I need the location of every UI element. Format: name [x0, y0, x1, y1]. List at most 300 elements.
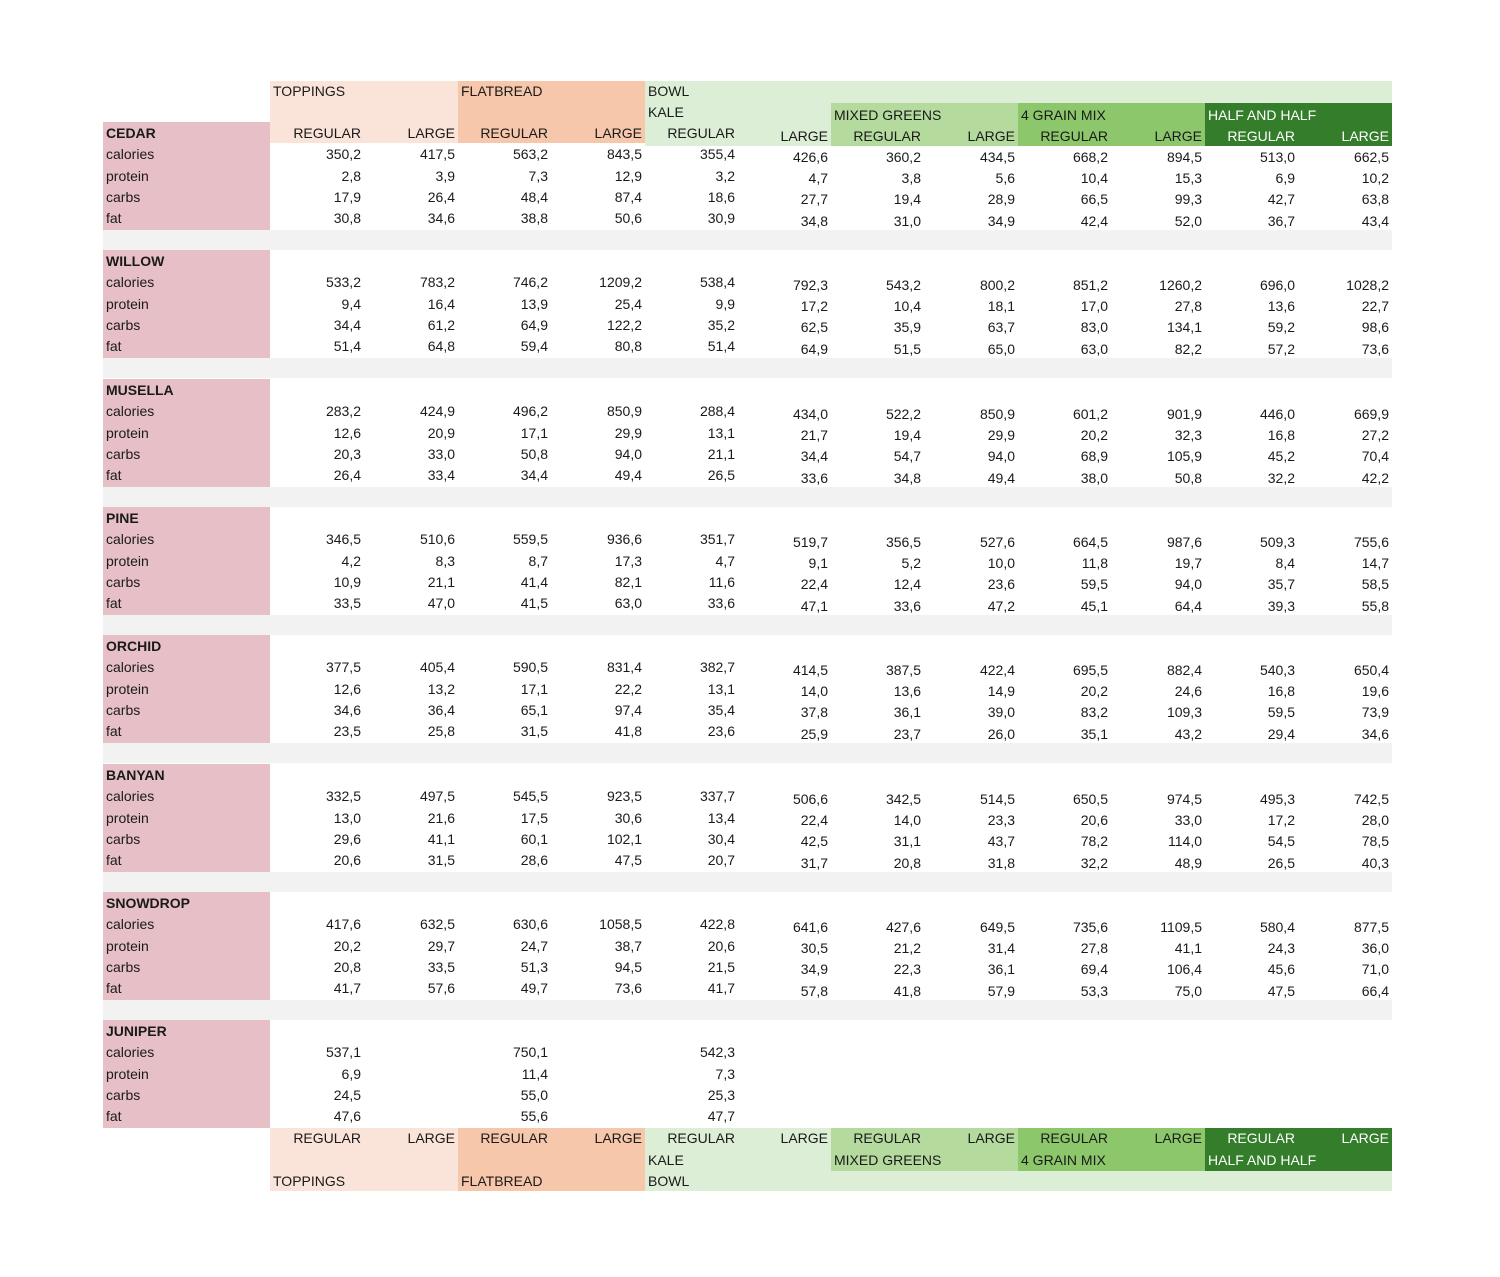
value-cell: 41,1 — [1174, 940, 1202, 957]
value-cell: 97,4 — [614, 701, 642, 718]
value-cell: 87,4 — [614, 188, 642, 205]
value-cell: 19,4 — [893, 191, 921, 208]
value-cell: 662,5 — [1353, 148, 1389, 165]
toppings-group-label: TOPPINGS — [273, 83, 346, 99]
value-cell: 43,2 — [1174, 725, 1202, 742]
value-cell: 50,8 — [520, 445, 548, 462]
value-cell: 669,9 — [1353, 405, 1389, 422]
value-cell: 495,3 — [1259, 790, 1295, 807]
value-cell: 792,3 — [792, 276, 828, 293]
value-cell: 974,5 — [1166, 790, 1202, 807]
metric-label: carbs — [106, 701, 141, 718]
value-cell: 288,4 — [699, 403, 735, 420]
value-cell: 61,2 — [427, 316, 455, 333]
value-cell: 506,6 — [792, 790, 828, 807]
value-cell: 45,2 — [1267, 448, 1295, 465]
value-cell: 8,3 — [435, 552, 455, 569]
value-cell: 831,4 — [606, 659, 642, 676]
metric-label: protein — [106, 680, 149, 697]
value-cell: 4,7 — [715, 552, 735, 569]
value-cell: 64,9 — [800, 340, 828, 357]
value-cell: 13,9 — [520, 295, 548, 312]
block-separator — [103, 872, 1392, 892]
value-cell: 7,3 — [528, 167, 548, 184]
value-cell: 417,5 — [419, 146, 455, 163]
value-cell: 30,8 — [333, 210, 361, 227]
value-cell: 36,4 — [427, 701, 455, 718]
value-cell: 14,7 — [1361, 555, 1389, 572]
value-cell: 12,6 — [333, 680, 361, 697]
value-cell: 537,1 — [325, 1044, 361, 1061]
toppings-footer-label: TOPPINGS — [273, 1173, 346, 1189]
value-cell: 66,4 — [1361, 982, 1389, 999]
value-cell: 82,1 — [614, 573, 642, 590]
value-cell: 31,1 — [893, 833, 921, 850]
value-cell: 17,9 — [333, 188, 361, 205]
value-cell: 83,0 — [1080, 319, 1108, 336]
value-cell: 59,5 — [1080, 576, 1108, 593]
value-cell: 47,0 — [427, 595, 455, 612]
half-and-half-footer-label: HALF AND HALF — [1208, 1152, 1317, 1168]
value-cell: 41,5 — [520, 595, 548, 612]
value-cell: 69,4 — [1080, 961, 1108, 978]
value-cell: 42,7 — [1267, 191, 1295, 208]
regular-size-footer: REGULAR — [667, 1130, 735, 1146]
value-cell: 27,2 — [1361, 427, 1389, 444]
metric-label: calories — [106, 274, 155, 291]
value-cell: 33,5 — [333, 595, 361, 612]
value-cell: 99,3 — [1174, 191, 1202, 208]
bowl-header-bg — [645, 81, 1392, 103]
value-cell: 26,0 — [987, 725, 1015, 742]
value-cell: 4,2 — [341, 552, 361, 569]
value-cell: 936,6 — [606, 531, 642, 548]
value-cell: 29,4 — [1267, 725, 1295, 742]
value-cell: 19,4 — [893, 427, 921, 444]
value-cell: 42,4 — [1080, 212, 1108, 229]
value-cell: 850,9 — [606, 403, 642, 420]
value-cell: 64,9 — [520, 316, 548, 333]
value-cell: 7,3 — [715, 1065, 735, 1082]
value-cell: 23,6 — [987, 576, 1015, 593]
kale-group-label: KALE — [648, 104, 684, 120]
value-cell: 62,5 — [800, 319, 828, 336]
value-cell: 33,6 — [893, 597, 921, 614]
value-cell: 34,4 — [800, 448, 828, 465]
value-cell: 13,2 — [427, 680, 455, 697]
value-cell: 73,9 — [1361, 704, 1389, 721]
metric-label: carbs — [106, 445, 141, 462]
value-cell: 23,7 — [893, 725, 921, 742]
value-cell: 38,0 — [1080, 469, 1108, 486]
block-separator — [103, 1000, 1392, 1020]
value-cell: 12,4 — [893, 576, 921, 593]
value-cell: 49,4 — [987, 469, 1015, 486]
value-cell: 16,8 — [1267, 427, 1295, 444]
value-cell: 387,5 — [885, 661, 921, 678]
value-cell: 559,5 — [512, 531, 548, 548]
metric-label: calories — [106, 146, 155, 163]
value-cell: 35,1 — [1080, 725, 1108, 742]
value-cell: 15,3 — [1174, 170, 1202, 187]
metric-label: calories — [106, 1044, 155, 1061]
item-name: MUSELLA — [106, 382, 174, 398]
metric-label: carbs — [106, 573, 141, 590]
value-cell: 6,9 — [341, 1065, 361, 1082]
metric-label: protein — [106, 295, 149, 312]
value-cell: 377,5 — [325, 659, 361, 676]
value-cell: 29,7 — [427, 937, 455, 954]
large-size-footer: LARGE — [1341, 1130, 1389, 1146]
value-cell: 1109,5 — [1160, 918, 1202, 935]
block-separator — [103, 743, 1392, 763]
value-cell: 20,8 — [893, 854, 921, 871]
value-cell: 17,3 — [614, 552, 642, 569]
value-cell: 35,9 — [893, 319, 921, 336]
value-cell: 850,9 — [979, 405, 1015, 422]
value-cell: 82,2 — [1174, 340, 1202, 357]
value-cell: 32,3 — [1174, 427, 1202, 444]
value-cell: 25,9 — [800, 725, 828, 742]
value-cell: 45,1 — [1080, 597, 1108, 614]
value-cell: 337,7 — [699, 788, 735, 805]
value-cell: 57,2 — [1267, 340, 1295, 357]
large-size-footer: LARGE — [594, 1130, 642, 1146]
value-cell: 21,5 — [707, 958, 735, 975]
large-size-header: LARGE — [1341, 128, 1389, 144]
value-cell: 13,1 — [707, 424, 735, 441]
block-separator — [103, 615, 1392, 635]
value-cell: 10,0 — [987, 555, 1015, 572]
value-cell: 497,5 — [419, 788, 455, 805]
value-cell: 48,4 — [520, 188, 548, 205]
value-cell: 14,0 — [800, 683, 828, 700]
value-cell: 424,9 — [419, 403, 455, 420]
value-cell: 746,2 — [512, 274, 548, 291]
value-cell: 75,0 — [1174, 982, 1202, 999]
bowl-footer-bg — [831, 1171, 1392, 1191]
value-cell: 41,4 — [520, 573, 548, 590]
value-cell: 650,5 — [1072, 790, 1108, 807]
value-cell: 43,4 — [1361, 212, 1389, 229]
value-cell: 540,3 — [1259, 661, 1295, 678]
value-cell: 25,8 — [427, 723, 455, 740]
value-cell: 355,4 — [699, 146, 735, 163]
value-cell: 901,9 — [1166, 405, 1202, 422]
value-cell: 650,4 — [1353, 661, 1389, 678]
large-size-footer: LARGE — [780, 1130, 828, 1146]
value-cell: 24,3 — [1267, 940, 1295, 957]
value-cell: 11,8 — [1081, 555, 1108, 572]
value-cell: 351,7 — [699, 531, 735, 548]
value-cell: 63,0 — [614, 595, 642, 612]
value-cell: 30,5 — [800, 940, 828, 957]
metric-label: carbs — [106, 316, 141, 333]
value-cell: 60,1 — [520, 830, 548, 847]
value-cell: 632,5 — [419, 916, 455, 933]
value-cell: 54,7 — [893, 448, 921, 465]
value-cell: 742,5 — [1353, 790, 1389, 807]
value-cell: 42,5 — [800, 833, 828, 850]
value-cell: 34,4 — [520, 467, 548, 484]
value-cell: 32,2 — [1267, 469, 1295, 486]
value-cell: 22,3 — [893, 961, 921, 978]
regular-size-footer: REGULAR — [1227, 1130, 1295, 1146]
value-cell: 10,4 — [893, 298, 921, 315]
value-cell: 1028,2 — [1346, 276, 1389, 293]
value-cell: 543,2 — [885, 276, 921, 293]
value-cell: 32,2 — [1080, 854, 1108, 871]
value-cell: 33,5 — [427, 958, 455, 975]
value-cell: 13,6 — [893, 683, 921, 700]
value-cell: 73,6 — [614, 980, 642, 997]
value-cell: 29,6 — [333, 830, 361, 847]
value-cell: 22,4 — [800, 576, 828, 593]
value-cell: 35,2 — [707, 316, 735, 333]
bowl-footer-label: BOWL — [648, 1173, 690, 1189]
value-cell: 18,1 — [987, 298, 1015, 315]
value-cell: 57,9 — [987, 982, 1015, 999]
value-cell: 27,7 — [800, 191, 828, 208]
value-cell: 750,1 — [512, 1044, 548, 1061]
value-cell: 94,0 — [1174, 576, 1202, 593]
value-cell: 8,7 — [528, 552, 548, 569]
value-cell: 20,8 — [333, 958, 361, 975]
flatbread-footer-label: FLATBREAD — [461, 1173, 543, 1189]
value-cell: 33,6 — [707, 595, 735, 612]
value-cell: 12,9 — [614, 167, 642, 184]
value-cell: 30,4 — [707, 830, 735, 847]
value-cell: 434,0 — [792, 405, 828, 422]
value-cell: 37,8 — [800, 704, 828, 721]
value-cell: 31,7 — [800, 854, 828, 871]
value-cell: 38,7 — [614, 937, 642, 954]
value-cell: 17,5 — [520, 809, 548, 826]
value-cell: 41,8 — [893, 982, 921, 999]
large-size-footer: LARGE — [967, 1130, 1015, 1146]
regular-size-header: REGULAR — [853, 128, 921, 144]
metric-label: calories — [106, 788, 155, 805]
value-cell: 14,0 — [893, 812, 921, 829]
value-cell: 63,8 — [1361, 191, 1389, 208]
value-cell: 1260,2 — [1159, 276, 1202, 293]
value-cell: 28,0 — [1361, 812, 1389, 829]
value-cell: 590,5 — [512, 659, 548, 676]
value-cell: 83,2 — [1080, 704, 1108, 721]
four-grain-footer-label: 4 GRAIN MIX — [1021, 1152, 1106, 1168]
value-cell: 356,5 — [885, 533, 921, 550]
value-cell: 13,0 — [333, 809, 361, 826]
four-grain-group-label: 4 GRAIN MIX — [1021, 107, 1106, 123]
kale-footer-label: KALE — [648, 1152, 684, 1168]
item-name: JUNIPER — [106, 1023, 167, 1039]
value-cell: 33,0 — [1174, 812, 1202, 829]
value-cell: 64,4 — [1174, 597, 1202, 614]
value-cell: 80,8 — [614, 338, 642, 355]
value-cell: 94,0 — [987, 448, 1015, 465]
value-cell: 49,7 — [520, 980, 548, 997]
item-name: BANYAN — [106, 767, 165, 783]
value-cell: 894,5 — [1166, 148, 1202, 165]
flatbread-group-label: FLATBREAD — [461, 83, 543, 99]
value-cell: 563,2 — [512, 146, 548, 163]
value-cell: 40,3 — [1361, 854, 1389, 871]
value-cell: 30,9 — [707, 210, 735, 227]
value-cell: 78,5 — [1361, 833, 1389, 850]
value-cell: 39,0 — [987, 704, 1015, 721]
value-cell: 29,9 — [987, 427, 1015, 444]
metric-label: calories — [106, 916, 155, 933]
value-cell: 422,8 — [699, 916, 735, 933]
value-cell: 36,7 — [1267, 212, 1295, 229]
half-and-half-group-label: HALF AND HALF — [1208, 107, 1317, 123]
value-cell: 21,1 — [707, 445, 735, 462]
value-cell: 514,5 — [979, 790, 1015, 807]
block-separator — [103, 487, 1392, 507]
value-cell: 47,7 — [707, 1108, 735, 1125]
value-cell: 20,9 — [427, 424, 455, 441]
value-cell: 360,2 — [885, 148, 921, 165]
value-cell: 668,2 — [1072, 148, 1108, 165]
value-cell: 34,8 — [893, 469, 921, 486]
value-cell: 630,6 — [512, 916, 548, 933]
value-cell: 11,4 — [521, 1065, 548, 1082]
metric-label: protein — [106, 552, 149, 569]
value-cell: 52,0 — [1174, 212, 1202, 229]
value-cell: 346,5 — [325, 531, 361, 548]
value-cell: 53,3 — [1080, 982, 1108, 999]
regular-size-header: REGULAR — [480, 125, 548, 141]
metric-label: carbs — [106, 830, 141, 847]
value-cell: 20,6 — [1080, 812, 1108, 829]
value-cell: 23,5 — [333, 723, 361, 740]
value-cell: 19,6 — [1361, 683, 1389, 700]
value-cell: 10,9 — [333, 573, 361, 590]
value-cell: 20,6 — [707, 937, 735, 954]
value-cell: 21,6 — [427, 809, 455, 826]
value-cell: 882,4 — [1166, 661, 1202, 678]
value-cell: 57,8 — [800, 982, 828, 999]
value-cell: 851,2 — [1072, 276, 1108, 293]
value-cell: 522,2 — [885, 405, 921, 422]
value-cell: 68,9 — [1080, 448, 1108, 465]
value-cell: 545,5 — [512, 788, 548, 805]
value-cell: 446,0 — [1259, 405, 1295, 422]
value-cell: 350,2 — [325, 146, 361, 163]
value-cell: 106,4 — [1166, 961, 1202, 978]
value-cell: 923,5 — [606, 788, 642, 805]
metric-label: protein — [106, 937, 149, 954]
value-cell: 332,5 — [325, 788, 361, 805]
value-cell: 49,4 — [614, 467, 642, 484]
value-cell: 63,7 — [987, 319, 1015, 336]
regular-size-footer: REGULAR — [1040, 1130, 1108, 1146]
value-cell: 695,5 — [1072, 661, 1108, 678]
value-cell: 34,4 — [333, 316, 361, 333]
value-cell: 29,9 — [614, 424, 642, 441]
value-cell: 42,2 — [1361, 469, 1389, 486]
value-cell: 26,5 — [1267, 854, 1295, 871]
value-cell: 17,0 — [1080, 298, 1108, 315]
value-cell: 422,4 — [979, 661, 1015, 678]
value-cell: 877,5 — [1353, 918, 1389, 935]
value-cell: 20,2 — [333, 937, 361, 954]
value-cell: 43,7 — [987, 833, 1015, 850]
value-cell: 641,6 — [792, 918, 828, 935]
value-cell: 5,6 — [995, 170, 1015, 187]
large-size-footer: LARGE — [407, 1130, 455, 1146]
value-cell: 496,2 — [512, 403, 548, 420]
value-cell: 34,6 — [1361, 725, 1389, 742]
value-cell: 39,3 — [1267, 597, 1295, 614]
value-cell: 24,5 — [333, 1086, 361, 1103]
value-cell: 843,5 — [606, 146, 642, 163]
mixed-greens-group-label: MIXED GREENS — [834, 107, 942, 123]
value-cell: 109,3 — [1166, 704, 1202, 721]
regular-size-header: REGULAR — [667, 125, 735, 141]
value-cell: 65,1 — [520, 701, 548, 718]
metric-label: carbs — [106, 958, 141, 975]
value-cell: 34,8 — [800, 212, 828, 229]
metric-label: calories — [106, 403, 155, 420]
value-cell: 41,7 — [707, 980, 735, 997]
value-cell: 71,0 — [1361, 961, 1389, 978]
value-cell: 47,5 — [1267, 982, 1295, 999]
value-cell: 20,7 — [707, 852, 735, 869]
metric-label: fat — [106, 852, 122, 869]
value-cell: 35,4 — [707, 701, 735, 718]
value-cell: 22,4 — [800, 812, 828, 829]
value-cell: 25,4 — [614, 295, 642, 312]
value-cell: 36,0 — [1361, 940, 1389, 957]
value-cell: 26,4 — [427, 188, 455, 205]
value-cell: 9,1 — [808, 555, 828, 572]
value-cell: 33,6 — [800, 469, 828, 486]
value-cell: 538,4 — [699, 274, 735, 291]
metric-label: fat — [106, 467, 122, 484]
value-cell: 405,4 — [419, 659, 455, 676]
value-cell: 3,9 — [435, 167, 455, 184]
value-cell: 17,1 — [520, 424, 548, 441]
value-cell: 24,6 — [1174, 683, 1202, 700]
value-cell: 414,5 — [792, 661, 828, 678]
value-cell: 59,2 — [1267, 319, 1295, 336]
value-cell: 509,3 — [1259, 533, 1295, 550]
value-cell: 13,1 — [707, 680, 735, 697]
value-cell: 755,6 — [1353, 533, 1389, 550]
value-cell: 19,7 — [1174, 555, 1202, 572]
value-cell: 26,5 — [707, 467, 735, 484]
value-cell: 41,1 — [427, 830, 455, 847]
value-cell: 51,3 — [520, 958, 548, 975]
metric-label: fat — [106, 980, 122, 997]
value-cell: 33,4 — [427, 467, 455, 484]
value-cell: 55,6 — [520, 1108, 548, 1125]
value-cell: 426,6 — [792, 148, 828, 165]
value-cell: 70,4 — [1361, 448, 1389, 465]
value-cell: 36,1 — [987, 961, 1015, 978]
value-cell: 33,0 — [427, 445, 455, 462]
regular-size-header: REGULAR — [293, 125, 361, 141]
value-cell: 533,2 — [325, 274, 361, 291]
value-cell: 283,2 — [325, 403, 361, 420]
regular-size-header: REGULAR — [1040, 128, 1108, 144]
value-cell: 35,7 — [1267, 576, 1295, 593]
value-cell: 10,4 — [1080, 170, 1108, 187]
value-cell: 519,7 — [792, 533, 828, 550]
value-cell: 41,7 — [333, 980, 361, 997]
value-cell: 417,6 — [325, 916, 361, 933]
